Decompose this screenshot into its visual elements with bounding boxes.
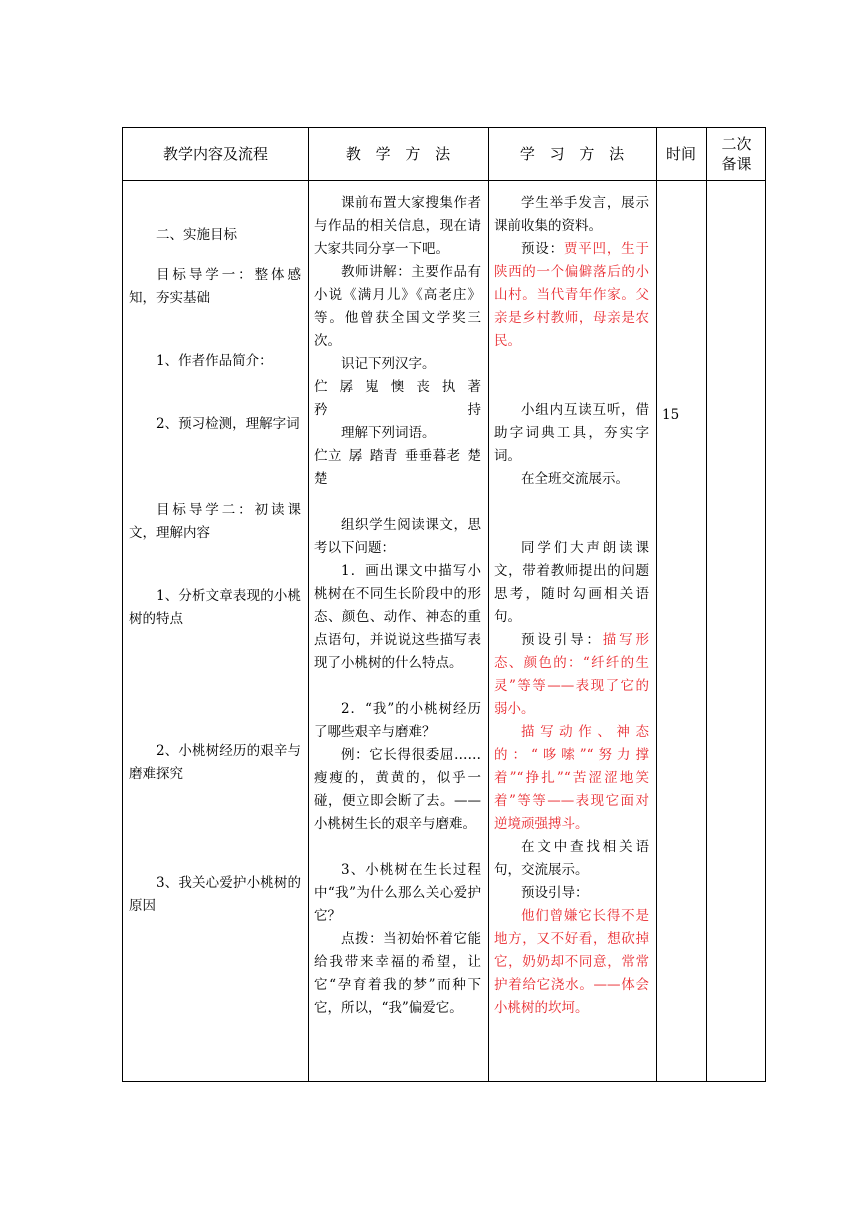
teaching-method-column [314,192,481,1020]
learn-para-1: 学生举手发言，展示课前收集的资料。 [494,195,649,234]
column-divider [656,128,657,1081]
learn-preset-1 [494,238,649,353]
teach-characters: 伫 孱 嵬 懊 丧 执 著 矜 持 [314,379,481,418]
step-analyze-traits: 1、分析文章表现的小桃树的特点 [129,588,301,627]
teach-example: 例：它长得很委屈……瘦瘦的，黄黄的，似乎一碰，便立即会断了去。——小桃树生长的艰辛与磨难。 [314,747,481,832]
learn-preset-3: 描写动作、神态的：“哆嗦”“努力撑着”“挣扎”“苦涩涩地笑着”等等——表现它面对逆境顽强搏斗。 [494,724,649,832]
step-hardships: 2、小桃树经历的艰辛与磨难探究 [129,743,301,782]
learn-para-5: 同学们大声朗读课文，带着教师提出的问题思考，随时勾画相关语句。 [494,540,649,625]
preset-label: 预设引导： [521,632,603,648]
teach-para-5: 理解下列词语。 [341,425,436,441]
learn-preset-4: 他们曾嫌它长得不是地方，又不好看，想砍掉它，奶奶却不同意，常常护着给它浇水。——体会小桃树的坎坷。 [494,908,649,1016]
teach-para-2: 教师讲解：主要作品有小说《满月儿》《高老庄》等。他曾获全国文学奖三次。 [314,264,481,349]
teach-question-2: 2．“我”的小桃树经历了哪些艰辛与磨难？ [314,701,481,740]
content-column [129,224,301,918]
goal-one: 目标导学一：整体感知，夯实基础 [129,267,301,306]
step-author-intro: 1、作者作品简介： [156,353,273,369]
preset-answer: 贾平凹，生于陕西的一个偏僻落后的小山村。当代青年作家。父亲是乡村教师，母亲是农民。 [494,241,649,349]
learn-para-4: 在全班交流展示。 [521,471,629,487]
goal-two: 目标导学二：初读课文，理解内容 [129,502,301,541]
teach-hint: 点拨：当初始怀着它能给我带来幸福的希望，让它“孕育着我的梦”而种下它，所以，“我”偏爱它。 [314,931,481,1016]
header-teaching-method: 教 学 方 法 [345,145,451,163]
header-content-flow: 教学内容及流程 [162,145,268,163]
teach-para-3: 识记下列汉字。 [341,356,436,372]
header-learning-method: 学 习 方 法 [519,145,625,163]
lesson-plan-table [122,127,766,1082]
teach-question-1: 1．画出课文中描写小桃树在不同生长阶段中的形态、颜色、动作、神态的重点语句，并说说这些描写表现了小桃树的什么特点。 [314,563,481,671]
teach-question-3: 3、小桃树在生长过程中“我”为什么那么关心爱护它？ [314,862,481,924]
header-time: 时间 [665,145,696,163]
time-value: 15 [662,407,680,423]
column-divider [706,128,707,1081]
time-column [662,404,702,427]
learn-para-3: 小组内互读互听，借助字词典工具，夯实字词。 [494,402,649,464]
teach-para-7: 组织学生阅读课文，思考以下问题： [314,517,481,556]
teach-vocabulary: 伫立 孱 踏青 垂垂暮老 楚楚 [314,448,481,487]
learning-method-column [494,192,649,1020]
header-second-prep: 二次 备课 [721,135,752,173]
preset-label: 预设： [521,241,564,257]
step-reasons-care: 3、我关心爱护小桃树的原因 [129,875,301,914]
teach-para-1: 课前布置大家搜集作者与作品的相关信息，现在请大家共同分享一下吧。 [314,195,481,257]
column-divider [308,128,309,1081]
learn-para-8: 在文中查找相关语句，交流展示。 [494,839,649,878]
learn-preset-2 [494,629,649,721]
learn-preset-label-4: 预设引导： [521,885,589,901]
section-heading: 二、实施目标 [156,227,237,243]
column-divider [488,128,489,1081]
preset-answer: 描写形态、颜色的：“纤纤的生灵”等等——表现了它的弱小。 [494,632,650,717]
header-divider [123,180,765,181]
step-preview-check: 2、预习检测，理解字词 [156,416,300,432]
